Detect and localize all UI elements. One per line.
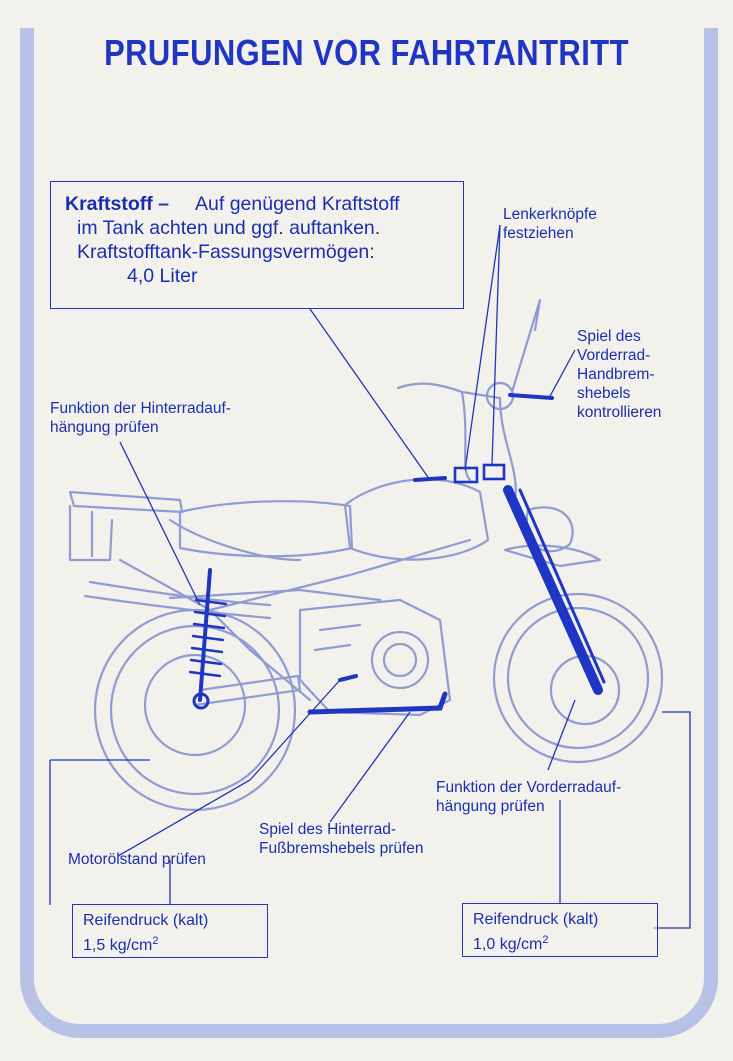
fuel-capacity: 4,0 Liter: [127, 265, 198, 287]
front-brake-line-1: Spiel des: [577, 328, 641, 345]
fuel-line-2: im Tank achten und ggf. auftanken.: [77, 217, 381, 239]
fuel-label: Kraftstoff –: [65, 193, 170, 215]
rear-brake-line-2: Fußbremshebels prüfen: [259, 840, 424, 857]
tire-front-value: 1,0 kg/cm: [473, 936, 543, 953]
front-susp-line-1: Funktion der Vorderradauf-: [436, 779, 622, 796]
front-brake-line-2: Vorderrad-: [577, 347, 651, 364]
page-title: PRUFUNGEN VOR FAHRTANTRITT: [104, 32, 629, 73]
engine-oil-label: Motorölstand prüfen: [68, 851, 206, 868]
rear-brake-pedal-label: [259, 820, 424, 858]
fuel-info-box: [50, 181, 464, 309]
rear-susp-line-2: hängung prüfen: [50, 419, 159, 436]
tire-rear-value: 1,5 kg/cm: [83, 937, 153, 954]
front-brake-line-5: kontrollieren: [577, 404, 662, 421]
tire-rear-title: Reifendruck (kalt): [83, 912, 209, 929]
tire-front-value-row: [473, 930, 647, 955]
rear-brake-line-1: Spiel des Hinterrad-: [259, 821, 396, 838]
front-brake-line-4: shebels: [577, 385, 631, 402]
front-brake-line-3: Handbrem-: [577, 366, 655, 383]
tire-rear-value-row: [83, 931, 257, 956]
fuel-line-1: Auf genügend Kraftstoff: [195, 193, 400, 215]
handlebar-label-line-1: Lenkerknöpfe: [503, 206, 597, 223]
front-susp-line-2: hängung prüfen: [436, 798, 545, 815]
rear-susp-line-1: Funktion der Hinterradauf-: [50, 400, 231, 417]
handlebar-knobs-label: [503, 205, 597, 243]
handlebar-label-line-2: festziehen: [503, 225, 574, 242]
front-suspension-label: [436, 778, 621, 816]
tire-front-title: Reifendruck (kalt): [473, 911, 599, 928]
tire-pressure-rear-box: [72, 904, 268, 958]
front-brake-lever-label: [577, 327, 661, 422]
tire-front-exponent: 2: [542, 934, 549, 946]
tire-pressure-front-box: [462, 903, 658, 957]
fuel-line-3: Kraftstofftank-Fassungsvermögen:: [77, 241, 375, 263]
tire-rear-exponent: 2: [152, 935, 159, 947]
rear-suspension-label: [50, 399, 231, 437]
